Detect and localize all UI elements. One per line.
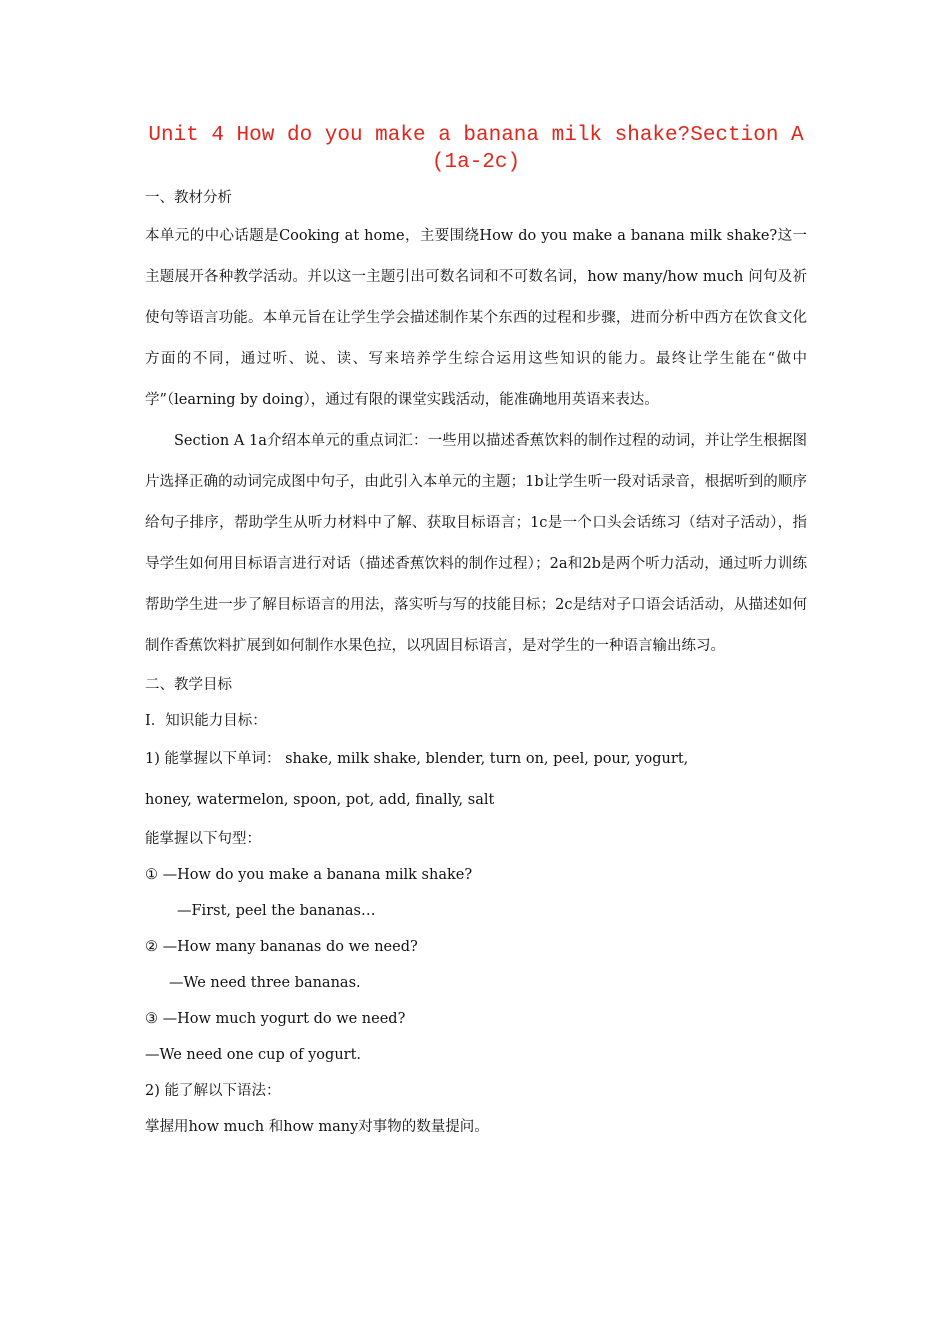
paragraph-section-a: Section A 1a介绍本单元的重点词汇：一些用以描述香蕉饮料的制作过程的动词，并让学生根据图片选择正确的动词完成图中句子，由此引入本单元的主题；1b让学生听一段对话录音，根据听到的顺序给句子排序，帮助学生从听力材料中了解、获取目标语言；1c是一个口头会话练习（结对子活动），指导学生如何用目标语言进行对话（描述香蕉饮料的制作过程）；2a和2b是两个听力活动，通过听力训练帮助学生进一步了解目标语言的用法，落实听与写的技能目标；2c是结对子口语会话活动，从描述如何制作香蕉饮料扩展到如何制作水果色拉，以巩固目标语言，是对学生的一种语言输出练习。 xyxy=(145,433,807,654)
section-heading-analysis: 一、教材分析 xyxy=(145,190,232,206)
dialogue-1-answer: —First, peel the bananas… xyxy=(177,903,376,919)
vocabulary-line-2: honey, watermelon, spoon, pot, add, finally, salt xyxy=(145,792,495,808)
vocabulary-words-1: shake, milk shake, blender, turn on, peel, pour, yogurt, xyxy=(280,751,689,767)
dialogue-2-question: ② —How many bananas do we need? xyxy=(145,939,418,955)
dialogue-3-question: ③ —How much yogurt do we need? xyxy=(145,1011,406,1027)
dialogue-2-answer: —We need three bananas. xyxy=(169,975,361,991)
vocabulary-line-1 xyxy=(145,739,807,780)
grammar-label: 2) 能了解以下语法： xyxy=(145,1083,281,1099)
vocabulary-label: 1) 能掌握以下单词： xyxy=(145,751,281,767)
sentence-patterns-heading: 能掌握以下句型： xyxy=(145,831,261,847)
dialogue-1-question: ① —How do you make a banana milk shake? xyxy=(145,867,473,883)
document-page xyxy=(145,122,807,1145)
dialogue-3-answer: —We need one cup of yogurt. xyxy=(145,1047,362,1063)
goal-heading-knowledge: I．知识能力目标： xyxy=(145,713,267,729)
grammar-text: 掌握用how much 和how many对事物的数量提问。 xyxy=(145,1119,489,1135)
paragraph-analysis: 本单元的中心话题是Cooking at home，主要围绕How do you make a banana milk shake?这一主题展开各种教学活动。并以这一主题引出可数名词和不可数名词，how many/how much 问句及祈使句等语言功能。本单元旨在让学生学会描述制作某个东西的过程和步骤，进而分析中西方在饮食文化方面的不同，通过听、说、读、写来培养学生综合运用这些知识的能力。最终让学生能在“做中学”（learning by doing），通过有限的课堂实践活动，能准确地用英语来表达。 xyxy=(145,228,807,408)
document-title: Unit 4 How do you make a banana milk shake?Section A (1a-2c) xyxy=(148,124,804,174)
section-heading-goals: 二、教学目标 xyxy=(145,677,232,693)
